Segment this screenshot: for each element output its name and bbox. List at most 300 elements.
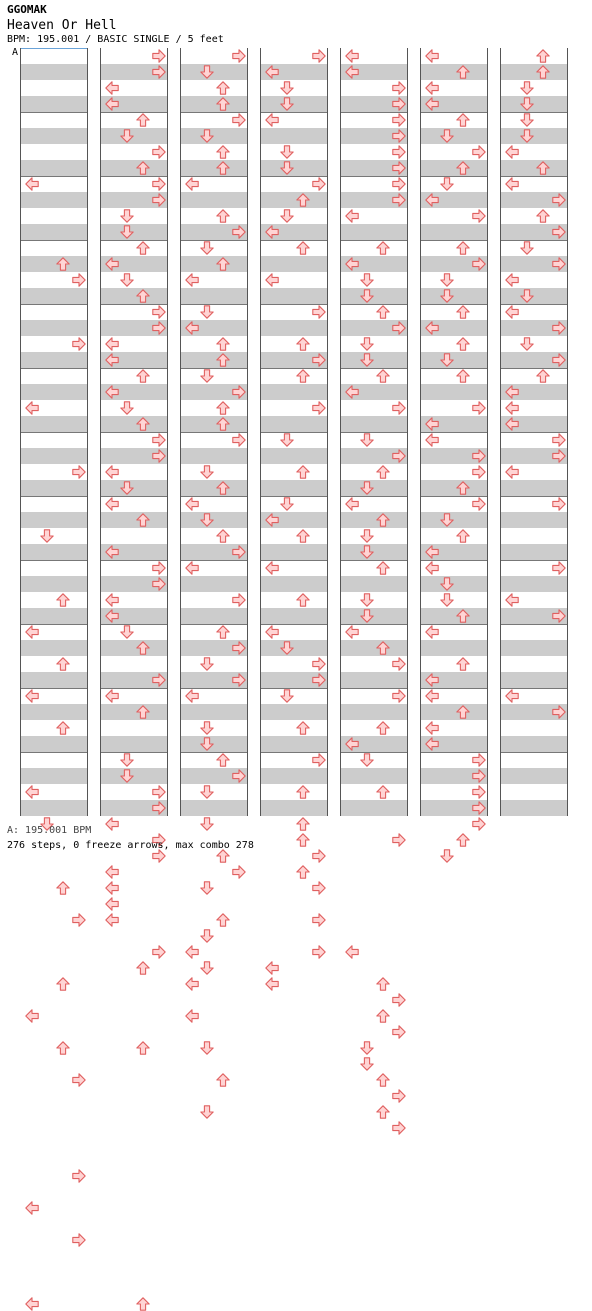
arrow-up-icon — [136, 1297, 150, 1311]
arrow-up-icon — [56, 657, 70, 671]
arrow-up-icon — [136, 289, 150, 303]
arrow-up-icon — [456, 113, 470, 127]
measure-line — [261, 432, 327, 433]
arrow-left-icon — [185, 945, 199, 959]
measure-line — [421, 304, 487, 305]
arrow-up-icon — [216, 481, 230, 495]
measure-line — [181, 240, 247, 241]
arrow-right-icon — [392, 145, 406, 159]
arrow-down-icon — [200, 65, 214, 79]
arrow-down-icon — [280, 145, 294, 159]
arrow-down-icon — [440, 177, 454, 191]
arrow-up-icon — [136, 705, 150, 719]
bpm-marker-line — [21, 48, 87, 49]
arrow-down-icon — [440, 273, 454, 287]
arrow-down-icon — [280, 497, 294, 511]
arrow-left-icon — [345, 497, 359, 511]
arrow-right-icon — [152, 561, 166, 575]
arrow-right-icon — [392, 97, 406, 111]
arrow-right-icon — [152, 849, 166, 863]
arrow-up-icon — [376, 721, 390, 735]
arrow-down-icon — [360, 1057, 374, 1071]
arrow-left-icon — [505, 177, 519, 191]
measure-line — [341, 368, 407, 369]
arrow-left-icon — [265, 513, 279, 527]
arrow-right-icon — [152, 193, 166, 207]
arrow-right-icon — [552, 609, 566, 623]
arrow-down-icon — [520, 97, 534, 111]
arrow-up-icon — [376, 1105, 390, 1119]
arrow-right-icon — [472, 801, 486, 815]
measure-line — [101, 368, 167, 369]
arrow-up-icon — [136, 241, 150, 255]
measure-line — [21, 496, 87, 497]
arrow-left-icon — [105, 97, 119, 111]
arrow-down-icon — [280, 97, 294, 111]
arrow-right-icon — [392, 1089, 406, 1103]
arrow-up-icon — [136, 1041, 150, 1055]
arrow-right-icon — [392, 177, 406, 191]
arrow-left-icon — [185, 497, 199, 511]
arrow-right-icon — [152, 305, 166, 319]
arrow-up-icon — [456, 609, 470, 623]
brand-label: GGOMAK — [7, 3, 47, 16]
arrow-up-icon — [216, 145, 230, 159]
arrow-up-icon — [216, 625, 230, 639]
arrow-left-icon — [345, 737, 359, 751]
arrow-left-icon — [345, 65, 359, 79]
arrow-left-icon — [265, 561, 279, 575]
measure-line — [21, 112, 87, 113]
arrow-up-icon — [136, 513, 150, 527]
measure-line — [21, 560, 87, 561]
arrow-up-icon — [456, 705, 470, 719]
arrow-right-icon — [552, 353, 566, 367]
arrow-up-icon — [456, 833, 470, 847]
arrow-up-icon — [376, 241, 390, 255]
arrow-down-icon — [360, 481, 374, 495]
arrow-right-icon — [552, 705, 566, 719]
arrow-up-icon — [56, 977, 70, 991]
arrow-right-icon — [392, 1121, 406, 1135]
measure-line — [341, 752, 407, 753]
arrow-right-icon — [232, 593, 246, 607]
arrow-left-icon — [265, 113, 279, 127]
arrow-up-icon — [216, 753, 230, 767]
arrow-left-icon — [425, 673, 439, 687]
arrow-right-icon — [472, 401, 486, 415]
arrow-up-icon — [376, 305, 390, 319]
measure-line — [21, 432, 87, 433]
arrow-left-icon — [25, 401, 39, 415]
arrow-right-icon — [232, 545, 246, 559]
arrow-left-icon — [265, 961, 279, 975]
measure-line — [341, 560, 407, 561]
arrow-right-icon — [392, 401, 406, 415]
column-6 — [420, 48, 488, 816]
arrow-right-icon — [472, 465, 486, 479]
arrow-up-icon — [136, 113, 150, 127]
arrow-down-icon — [520, 289, 534, 303]
arrow-down-icon — [200, 1041, 214, 1055]
arrow-left-icon — [25, 177, 39, 191]
arrow-left-icon — [105, 689, 119, 703]
measure-line — [341, 240, 407, 241]
arrow-right-icon — [472, 449, 486, 463]
column-1 — [20, 48, 88, 816]
arrow-right-icon — [472, 209, 486, 223]
arrow-right-icon — [392, 113, 406, 127]
arrow-down-icon — [200, 513, 214, 527]
arrow-right-icon — [472, 497, 486, 511]
arrow-right-icon — [312, 945, 326, 959]
arrow-right-icon — [312, 177, 326, 191]
arrow-right-icon — [312, 849, 326, 863]
arrow-down-icon — [440, 289, 454, 303]
arrow-up-icon — [296, 593, 310, 607]
arrow-up-icon — [536, 49, 550, 63]
arrow-down-icon — [200, 961, 214, 975]
measure-line — [101, 112, 167, 113]
arrow-right-icon — [552, 433, 566, 447]
arrow-up-icon — [376, 641, 390, 655]
arrow-up-icon — [56, 593, 70, 607]
arrow-down-icon — [360, 1041, 374, 1055]
arrow-right-icon — [392, 129, 406, 143]
arrow-up-icon — [376, 561, 390, 575]
arrow-right-icon — [232, 113, 246, 127]
arrow-down-icon — [200, 785, 214, 799]
arrow-up-icon — [296, 193, 310, 207]
column-5 — [340, 48, 408, 816]
arrow-down-icon — [360, 529, 374, 543]
arrow-left-icon — [265, 273, 279, 287]
arrow-right-icon — [232, 673, 246, 687]
arrow-down-icon — [360, 337, 374, 351]
arrow-right-icon — [392, 81, 406, 95]
arrow-left-icon — [185, 689, 199, 703]
measure-line — [261, 688, 327, 689]
arrow-left-icon — [105, 81, 119, 95]
arrow-up-icon — [456, 369, 470, 383]
arrow-right-icon — [72, 1169, 86, 1183]
arrow-right-icon — [472, 753, 486, 767]
arrow-right-icon — [312, 673, 326, 687]
arrow-up-icon — [296, 721, 310, 735]
measure-line — [421, 368, 487, 369]
arrow-right-icon — [152, 801, 166, 815]
arrow-down-icon — [200, 881, 214, 895]
arrow-right-icon — [552, 257, 566, 271]
arrow-left-icon — [25, 785, 39, 799]
arrow-down-icon — [120, 401, 134, 415]
arrow-up-icon — [56, 257, 70, 271]
arrow-right-icon — [232, 433, 246, 447]
column-3 — [180, 48, 248, 816]
arrow-up-icon — [136, 641, 150, 655]
measure-line — [501, 240, 567, 241]
arrow-left-icon — [105, 257, 119, 271]
arrow-down-icon — [520, 129, 534, 143]
arrow-up-icon — [56, 721, 70, 735]
arrow-up-icon — [216, 353, 230, 367]
arrow-left-icon — [105, 609, 119, 623]
arrow-up-icon — [296, 833, 310, 847]
arrow-left-icon — [105, 593, 119, 607]
arrow-up-icon — [456, 305, 470, 319]
arrow-down-icon — [440, 513, 454, 527]
arrow-up-icon — [456, 337, 470, 351]
arrow-up-icon — [376, 785, 390, 799]
arrow-up-icon — [456, 529, 470, 543]
measure-line — [101, 752, 167, 753]
arrow-down-icon — [360, 433, 374, 447]
column-2 — [100, 48, 168, 816]
arrow-up-icon — [136, 417, 150, 431]
arrow-left-icon — [25, 1297, 39, 1311]
arrow-right-icon — [312, 353, 326, 367]
arrow-right-icon — [72, 465, 86, 479]
measure-line — [341, 304, 407, 305]
arrow-up-icon — [296, 465, 310, 479]
arrow-right-icon — [232, 865, 246, 879]
arrow-right-icon — [392, 161, 406, 175]
arrow-left-icon — [105, 897, 119, 911]
arrow-down-icon — [120, 625, 134, 639]
arrow-up-icon — [456, 657, 470, 671]
arrow-right-icon — [152, 65, 166, 79]
arrow-right-icon — [232, 769, 246, 783]
arrow-right-icon — [472, 257, 486, 271]
arrow-left-icon — [425, 689, 439, 703]
measure-line — [261, 368, 327, 369]
arrow-left-icon — [505, 273, 519, 287]
arrow-up-icon — [216, 849, 230, 863]
arrow-left-icon — [265, 65, 279, 79]
arrow-down-icon — [440, 593, 454, 607]
arrow-up-icon — [216, 97, 230, 111]
arrow-down-icon — [120, 209, 134, 223]
arrow-right-icon — [232, 641, 246, 655]
arrow-left-icon — [505, 689, 519, 703]
arrow-right-icon — [152, 321, 166, 335]
arrow-left-icon — [425, 561, 439, 575]
measure-line — [501, 368, 567, 369]
arrow-down-icon — [40, 529, 54, 543]
arrow-left-icon — [425, 417, 439, 431]
arrow-right-icon — [392, 993, 406, 1007]
measure-line — [21, 304, 87, 305]
arrow-left-icon — [105, 881, 119, 895]
arrow-left-icon — [505, 401, 519, 415]
arrow-left-icon — [425, 721, 439, 735]
arrow-up-icon — [376, 369, 390, 383]
arrow-left-icon — [185, 177, 199, 191]
arrow-down-icon — [280, 433, 294, 447]
arrow-left-icon — [505, 417, 519, 431]
arrow-up-icon — [216, 529, 230, 543]
arrow-left-icon — [425, 625, 439, 639]
arrow-right-icon — [152, 49, 166, 63]
arrow-right-icon — [392, 657, 406, 671]
measure-line — [101, 240, 167, 241]
arrow-left-icon — [25, 1201, 39, 1215]
arrow-left-icon — [505, 593, 519, 607]
arrow-down-icon — [120, 273, 134, 287]
arrow-right-icon — [152, 673, 166, 687]
arrow-left-icon — [265, 625, 279, 639]
arrow-left-icon — [185, 273, 199, 287]
arrow-left-icon — [105, 545, 119, 559]
arrow-left-icon — [345, 209, 359, 223]
arrow-up-icon — [216, 257, 230, 271]
arrow-right-icon — [552, 321, 566, 335]
measure-line — [421, 240, 487, 241]
arrow-down-icon — [520, 81, 534, 95]
arrow-left-icon — [425, 81, 439, 95]
arrow-right-icon — [312, 401, 326, 415]
arrow-down-icon — [520, 241, 534, 255]
arrow-down-icon — [280, 81, 294, 95]
arrow-right-icon — [472, 145, 486, 159]
arrow-up-icon — [216, 81, 230, 95]
arrow-left-icon — [505, 145, 519, 159]
arrow-down-icon — [360, 545, 374, 559]
arrow-down-icon — [200, 369, 214, 383]
arrow-up-icon — [376, 465, 390, 479]
arrow-up-icon — [296, 865, 310, 879]
measure-line — [421, 176, 487, 177]
arrow-up-icon — [216, 417, 230, 431]
arrow-right-icon — [152, 177, 166, 191]
arrow-left-icon — [105, 385, 119, 399]
measure-line — [421, 112, 487, 113]
arrow-down-icon — [120, 225, 134, 239]
arrow-right-icon — [312, 913, 326, 927]
arrow-up-icon — [376, 1073, 390, 1087]
arrow-left-icon — [345, 385, 359, 399]
song-title: Heaven Or Hell — [7, 18, 117, 33]
arrow-right-icon — [312, 753, 326, 767]
arrow-up-icon — [536, 369, 550, 383]
arrow-left-icon — [425, 193, 439, 207]
footer-stats: 276 steps, 0 freeze arrows, max combo 278 — [7, 840, 254, 851]
arrow-down-icon — [360, 289, 374, 303]
arrow-left-icon — [345, 625, 359, 639]
measure-line — [501, 112, 567, 113]
arrow-down-icon — [440, 129, 454, 143]
arrow-up-icon — [136, 961, 150, 975]
arrow-right-icon — [152, 145, 166, 159]
arrow-up-icon — [456, 241, 470, 255]
arrow-up-icon — [296, 785, 310, 799]
arrow-right-icon — [72, 273, 86, 287]
measure-line — [341, 432, 407, 433]
arrow-up-icon — [216, 161, 230, 175]
arrow-left-icon — [185, 1009, 199, 1023]
arrow-down-icon — [200, 465, 214, 479]
arrow-left-icon — [105, 817, 119, 831]
arrow-down-icon — [360, 353, 374, 367]
arrow-down-icon — [200, 657, 214, 671]
arrow-left-icon — [345, 257, 359, 271]
arrow-right-icon — [312, 49, 326, 63]
measure-line — [261, 496, 327, 497]
arrow-right-icon — [72, 1233, 86, 1247]
arrow-right-icon — [392, 1025, 406, 1039]
arrow-down-icon — [280, 689, 294, 703]
arrow-down-icon — [120, 129, 134, 143]
arrow-down-icon — [360, 593, 374, 607]
arrow-left-icon — [105, 913, 119, 927]
arrow-down-icon — [360, 753, 374, 767]
arrow-down-icon — [200, 129, 214, 143]
arrow-down-icon — [120, 481, 134, 495]
column-4 — [260, 48, 328, 816]
arrow-up-icon — [536, 209, 550, 223]
arrow-up-icon — [296, 241, 310, 255]
arrow-up-icon — [296, 369, 310, 383]
arrow-left-icon — [265, 977, 279, 991]
arrow-down-icon — [280, 161, 294, 175]
arrow-left-icon — [505, 385, 519, 399]
arrow-down-icon — [440, 577, 454, 591]
arrow-down-icon — [200, 305, 214, 319]
arrow-right-icon — [232, 385, 246, 399]
footer-bpm: A: 195.001 BPM — [7, 825, 92, 836]
arrow-left-icon — [185, 561, 199, 575]
arrow-down-icon — [360, 609, 374, 623]
arrow-up-icon — [456, 481, 470, 495]
arrow-left-icon — [425, 49, 439, 63]
arrow-left-icon — [105, 465, 119, 479]
arrow-down-icon — [520, 113, 534, 127]
arrow-right-icon — [152, 785, 166, 799]
arrow-down-icon — [200, 721, 214, 735]
arrow-left-icon — [425, 545, 439, 559]
arrow-left-icon — [105, 337, 119, 351]
arrow-right-icon — [472, 769, 486, 783]
measure-line — [21, 752, 87, 753]
arrow-right-icon — [472, 817, 486, 831]
measure-line — [181, 368, 247, 369]
arrow-right-icon — [552, 449, 566, 463]
arrow-up-icon — [296, 337, 310, 351]
arrow-left-icon — [105, 497, 119, 511]
arrow-up-icon — [536, 161, 550, 175]
arrow-right-icon — [392, 833, 406, 847]
arrow-right-icon — [392, 689, 406, 703]
column-7 — [500, 48, 568, 816]
arrow-right-icon — [152, 433, 166, 447]
arrow-left-icon — [345, 945, 359, 959]
arrow-down-icon — [440, 353, 454, 367]
measure-line — [101, 624, 167, 625]
arrow-left-icon — [25, 1009, 39, 1023]
arrow-up-icon — [536, 65, 550, 79]
measure-line — [21, 368, 87, 369]
measure-line — [501, 752, 567, 753]
arrow-right-icon — [312, 305, 326, 319]
arrow-left-icon — [105, 865, 119, 879]
arrow-up-icon — [296, 817, 310, 831]
arrow-right-icon — [152, 449, 166, 463]
arrow-left-icon — [25, 689, 39, 703]
arrow-up-icon — [56, 1041, 70, 1055]
arrow-down-icon — [280, 209, 294, 223]
arrow-right-icon — [312, 657, 326, 671]
arrow-left-icon — [185, 321, 199, 335]
